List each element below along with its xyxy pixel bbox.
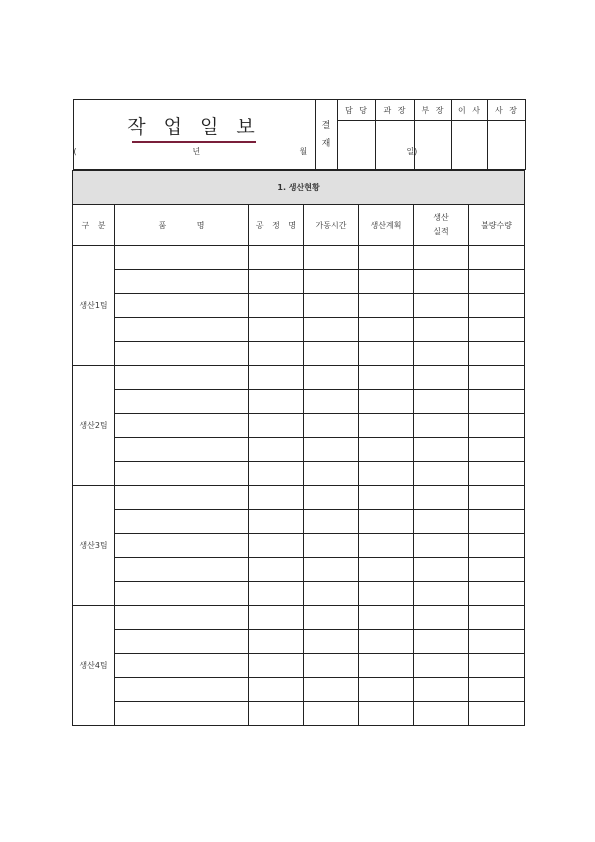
- table-cell[interactable]: [414, 486, 469, 510]
- table-cell[interactable]: [359, 486, 414, 510]
- table-row: [73, 702, 525, 726]
- table-row: [73, 534, 525, 558]
- approval-sign-2[interactable]: [375, 121, 414, 170]
- column-division: 구 분: [73, 205, 115, 246]
- table-cell[interactable]: [249, 462, 304, 486]
- table-cell[interactable]: [414, 438, 469, 462]
- table-cell[interactable]: [359, 630, 414, 654]
- table-cell[interactable]: [359, 318, 414, 342]
- table-cell[interactable]: [249, 270, 304, 294]
- table-cell[interactable]: [304, 486, 359, 510]
- table-cell[interactable]: [469, 606, 525, 630]
- approval-role-4: 이 사: [451, 100, 487, 121]
- table-row: [73, 462, 525, 486]
- table-cell[interactable]: [469, 246, 525, 270]
- approval-sign-1[interactable]: [337, 121, 375, 170]
- approval-role-2: 과 장: [375, 100, 414, 121]
- table-cell[interactable]: [359, 582, 414, 606]
- table-row: [73, 318, 525, 342]
- table-row: [73, 270, 525, 294]
- approval-sign-5[interactable]: [487, 121, 525, 170]
- table-cell[interactable]: [414, 318, 469, 342]
- table-cell[interactable]: [115, 390, 249, 414]
- table-cell[interactable]: [469, 414, 525, 438]
- table-cell[interactable]: [249, 318, 304, 342]
- table-cell[interactable]: [469, 654, 525, 678]
- table-row: [73, 294, 525, 318]
- table-cell[interactable]: [304, 654, 359, 678]
- table-cell[interactable]: [359, 366, 414, 390]
- table-cell[interactable]: [115, 342, 249, 366]
- table-cell[interactable]: [414, 678, 469, 702]
- table-cell[interactable]: [249, 654, 304, 678]
- table-cell[interactable]: [414, 510, 469, 534]
- table-cell[interactable]: [469, 438, 525, 462]
- column-operating-hours: 가동시간: [304, 205, 359, 246]
- approval-role-5: 사 장: [487, 100, 525, 121]
- table-cell[interactable]: [115, 294, 249, 318]
- table-row: [73, 654, 525, 678]
- table-cell[interactable]: [359, 606, 414, 630]
- table-cell[interactable]: [304, 534, 359, 558]
- table-row: [73, 630, 525, 654]
- column-production-actual: 생산 실적: [414, 205, 469, 246]
- table-cell[interactable]: [304, 582, 359, 606]
- table-cell[interactable]: [414, 534, 469, 558]
- table-cell[interactable]: [469, 342, 525, 366]
- table-cell[interactable]: [249, 582, 304, 606]
- approval-sign-3[interactable]: [414, 121, 451, 170]
- table-cell[interactable]: [115, 558, 249, 582]
- table-cell[interactable]: [249, 294, 304, 318]
- table-cell[interactable]: [115, 534, 249, 558]
- table-cell[interactable]: [304, 630, 359, 654]
- table-cell[interactable]: [249, 558, 304, 582]
- group-label-team-4: 생산4팀: [73, 606, 115, 726]
- table-cell[interactable]: [304, 270, 359, 294]
- title-underline: [132, 141, 256, 143]
- table-cell[interactable]: [115, 438, 249, 462]
- table-cell[interactable]: [249, 630, 304, 654]
- table-cell[interactable]: [249, 366, 304, 390]
- table-cell[interactable]: [304, 342, 359, 366]
- table-cell[interactable]: [115, 486, 249, 510]
- table-cell[interactable]: [249, 510, 304, 534]
- table-cell[interactable]: [115, 606, 249, 630]
- table-cell[interactable]: [249, 606, 304, 630]
- table-cell[interactable]: [304, 702, 359, 726]
- table-cell[interactable]: [304, 414, 359, 438]
- group-label-team-3: 생산3팀: [73, 486, 115, 606]
- group-label-team-1: 생산1팀: [73, 246, 115, 366]
- table-cell[interactable]: [414, 294, 469, 318]
- table-cell[interactable]: [304, 366, 359, 390]
- table-cell[interactable]: [359, 462, 414, 486]
- table-cell[interactable]: [469, 270, 525, 294]
- table-cell[interactable]: [249, 438, 304, 462]
- table-row: [73, 390, 525, 414]
- table-cell[interactable]: [359, 246, 414, 270]
- table-cell[interactable]: [115, 414, 249, 438]
- table-cell[interactable]: [359, 534, 414, 558]
- table-cell[interactable]: [304, 390, 359, 414]
- table-cell[interactable]: [115, 270, 249, 294]
- table-row: [73, 582, 525, 606]
- header-block: [73, 99, 526, 170]
- table-cell[interactable]: [249, 534, 304, 558]
- table-row: [73, 510, 525, 534]
- date-line: ( 년 월 일): [73, 147, 418, 156]
- table-row: [73, 366, 525, 390]
- table-cell[interactable]: [304, 678, 359, 702]
- table-cell[interactable]: [359, 678, 414, 702]
- table-cell[interactable]: [469, 558, 525, 582]
- table-cell[interactable]: [469, 534, 525, 558]
- table-row: [73, 342, 525, 366]
- table-cell[interactable]: [469, 630, 525, 654]
- table-cell[interactable]: [469, 318, 525, 342]
- group-label-team-2: 생산2팀: [73, 366, 115, 486]
- table-cell[interactable]: [469, 582, 525, 606]
- table-cell[interactable]: [304, 246, 359, 270]
- column-process-name: 공 정 명: [249, 205, 304, 246]
- table-cell[interactable]: [469, 702, 525, 726]
- table-cell[interactable]: [115, 630, 249, 654]
- table-row: [73, 678, 525, 702]
- table-cell[interactable]: [249, 678, 304, 702]
- table-cell[interactable]: [359, 702, 414, 726]
- section-title: 1. 생산현황: [73, 171, 525, 205]
- table-cell[interactable]: [469, 510, 525, 534]
- table-cell[interactable]: [469, 366, 525, 390]
- table-cell[interactable]: [115, 678, 249, 702]
- table-cell[interactable]: [249, 390, 304, 414]
- table-cell[interactable]: [249, 246, 304, 270]
- table-cell[interactable]: [414, 366, 469, 390]
- table-cell[interactable]: [414, 390, 469, 414]
- table-cell[interactable]: [359, 342, 414, 366]
- table-cell[interactable]: [304, 318, 359, 342]
- table-cell[interactable]: [115, 510, 249, 534]
- table-cell[interactable]: [359, 558, 414, 582]
- table-cell[interactable]: [469, 678, 525, 702]
- approval-sign-4[interactable]: [451, 121, 487, 170]
- approval-label: 결 재: [315, 100, 337, 170]
- table-row: [73, 606, 525, 630]
- table-row: [73, 246, 525, 270]
- table-cell[interactable]: [414, 582, 469, 606]
- table-cell[interactable]: [115, 366, 249, 390]
- table-cell[interactable]: [304, 294, 359, 318]
- table-cell[interactable]: [359, 270, 414, 294]
- table-cell[interactable]: [115, 462, 249, 486]
- table-cell[interactable]: [115, 654, 249, 678]
- table-cell[interactable]: [414, 246, 469, 270]
- table-row: [73, 438, 525, 462]
- table-cell[interactable]: [115, 702, 249, 726]
- table-cell[interactable]: [414, 414, 469, 438]
- table-cell[interactable]: [414, 342, 469, 366]
- table-cell[interactable]: [359, 654, 414, 678]
- table-cell[interactable]: [115, 318, 249, 342]
- table-cell[interactable]: [359, 390, 414, 414]
- table-cell[interactable]: [359, 510, 414, 534]
- table-cell[interactable]: [469, 390, 525, 414]
- table-row: [73, 558, 525, 582]
- column-production-plan: 생산계획: [359, 205, 414, 246]
- table-cell[interactable]: [249, 414, 304, 438]
- table-cell[interactable]: [469, 294, 525, 318]
- table-cell[interactable]: [304, 462, 359, 486]
- approval-role-1: 담 당: [337, 100, 375, 121]
- table-cell[interactable]: [249, 702, 304, 726]
- table-cell[interactable]: [249, 342, 304, 366]
- table-cell[interactable]: [115, 582, 249, 606]
- table-cell[interactable]: [414, 630, 469, 654]
- table-cell[interactable]: [304, 558, 359, 582]
- table-cell[interactable]: [304, 606, 359, 630]
- table-cell[interactable]: [414, 654, 469, 678]
- table-cell[interactable]: [414, 270, 469, 294]
- table-cell[interactable]: [304, 438, 359, 462]
- approval-role-3: 부 장: [414, 100, 451, 121]
- table-cell[interactable]: [249, 486, 304, 510]
- table-cell[interactable]: [304, 510, 359, 534]
- table-cell[interactable]: [414, 702, 469, 726]
- table-cell[interactable]: [359, 294, 414, 318]
- table-cell[interactable]: [115, 246, 249, 270]
- table-row: [73, 486, 525, 510]
- table-cell[interactable]: [414, 462, 469, 486]
- table-cell[interactable]: [469, 486, 525, 510]
- work-daily-report-form: [72, 99, 525, 726]
- table-cell[interactable]: [469, 462, 525, 486]
- table-cell[interactable]: [414, 606, 469, 630]
- table-cell[interactable]: [414, 558, 469, 582]
- document-title: 작 업 일 보: [127, 116, 261, 138]
- column-defect-quantity: 불량수량: [469, 205, 525, 246]
- table-cell[interactable]: [359, 438, 414, 462]
- table-row: [73, 414, 525, 438]
- column-product-name: 품 명: [115, 205, 249, 246]
- table-cell[interactable]: [359, 414, 414, 438]
